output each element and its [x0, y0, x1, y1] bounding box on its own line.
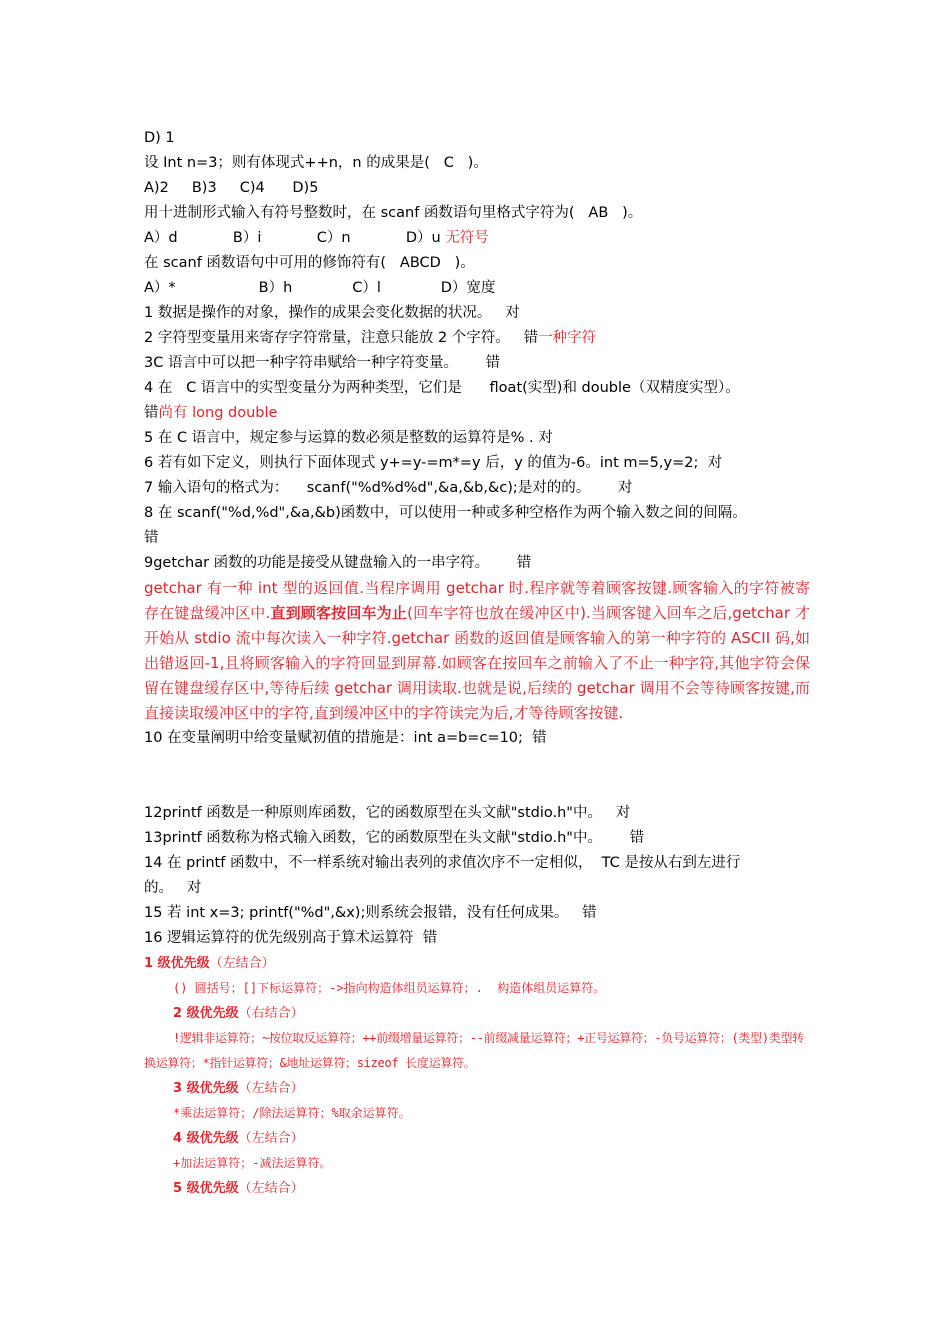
- true-false-item: 15 若 int x=3; printf("%d",&x);则系统会报错，没有任何成果。 错: [144, 905, 597, 921]
- precedence-level-2-heading: [144, 1001, 810, 1026]
- precedence-level-4-body: +加法运算符；-减法运算符。: [173, 1156, 332, 1170]
- precedence-level-3-heading: [144, 1076, 810, 1101]
- true-false-item: 16 逻辑运算符的优先级别高于算术运算符 错: [144, 930, 438, 946]
- answer-options: A)2 B)3 C)4 D)5: [144, 180, 319, 196]
- true-false-item: 12printf 函数是一种原则库函数，它的函数原型在头文献"stdio.h"中。 对: [144, 805, 631, 821]
- red-note: 尚有 long double: [158, 405, 278, 421]
- level-title: 3 级优先级: [173, 1081, 239, 1096]
- level-assoc: （左结合）: [238, 1181, 304, 1196]
- document-content: [144, 126, 810, 1201]
- true-false-item: 10 在变量阐明中给变量赋初值的措施是：int a=b=c=10; 错: [144, 730, 547, 746]
- answer-text: 错: [144, 405, 159, 421]
- true-false-item: 7 输入语句的格式为： scanf("%d%d%d",&a,&b,&c);是对的的。 对: [144, 480, 633, 496]
- true-false-item: 13printf 函数称为格式输入函数，它的函数原型在头文献"stdio.h"中。 错: [144, 830, 645, 846]
- level-title: 5 级优先级: [173, 1181, 239, 1196]
- answer-options: A）* B）h C）l D）宽度: [144, 280, 496, 296]
- true-false-item: 6 若有如下定义，则执行下面体现式 y+=y-=m*=y 后，y 的值为-6。int m=5,y=2; 对: [144, 455, 723, 471]
- item-text: 2 字符型变量用来寄存字符常量，注意只能放 2 个字符。 错: [144, 330, 539, 346]
- red-note: 无符号: [445, 230, 489, 246]
- precedence-level-1-body: () 圆括号；[]下标运算符；->指向构造体组员运算符；. 构造体组员运算符。: [173, 981, 606, 995]
- true-false-item: 8 在 scanf("%d,%d",&a,&b)函数中，可以使用一种或多种空格作为两个输入数之间的间隔。: [144, 505, 747, 521]
- true-false-item: [144, 326, 810, 351]
- true-false-answer: 错: [144, 530, 159, 546]
- true-false-answer: 的。 对: [144, 880, 202, 896]
- level-assoc: （右结合）: [238, 1006, 304, 1021]
- true-false-item: 5 在 C 语言中，规定参与运算的数必须是整数的运算符是% . 对: [144, 430, 553, 446]
- question-line: 设 Int n=3；则有体现式++n，n 的成果是( C )。: [144, 155, 488, 171]
- true-false-item: 1 数据是操作的对象，操作的成果会变化数据的状况。 对: [144, 305, 520, 321]
- options-text: A）d B）i C）n D）u: [144, 230, 446, 246]
- getchar-explanation: [144, 576, 810, 726]
- true-false-answer: [144, 401, 810, 426]
- explanation-bold-text: 直到顾客按回车为止: [270, 604, 408, 622]
- true-false-item: 3C 语言中可以把一种字符串赋给一种字符变量。 错: [144, 355, 501, 371]
- level-title: 2 级优先级: [173, 1006, 239, 1021]
- blank-space: [144, 751, 810, 801]
- level-title: 4 级优先级: [173, 1131, 239, 1146]
- precedence-level-5-heading: [144, 1176, 810, 1201]
- explanation-text: getchar 有一种 int 型的返回值.当程序调用 getchar 时.程序就等着顾客按键.顾客输入的字符被寄存在键盘缓冲区中.: [144, 579, 810, 622]
- level-assoc: （左结合）: [238, 1131, 304, 1146]
- true-false-item: 9getchar 函数的功能是接受从键盘输入的一串字符。 错: [144, 555, 532, 571]
- question-line: 用十进制形式输入有符号整数时，在 scanf 函数语句里格式字符为( AB )。: [144, 205, 643, 221]
- true-false-item: 14 在 printf 函数中，不一样系统对输出表列的求值次序不一定相似， TC 是按从右到左进行: [144, 855, 741, 871]
- precedence-level-4-heading: [144, 1126, 810, 1151]
- level-assoc: （左结合）: [238, 1081, 304, 1096]
- answer-option-line: D) 1: [144, 130, 175, 146]
- question-line: 在 scanf 函数语句中可用的修饰符有( ABCD )。: [144, 255, 475, 271]
- answer-options: [144, 226, 810, 251]
- precedence-level-2-body: !逻辑非运算符；~按位取反运算符；++前缀增量运算符；--前缀减量运算符；+正号运算符；-负号运算符；(类型)类型转换运算符；*指针运算符；&地址运算符；sizeof 长度运算符。: [144, 1031, 804, 1070]
- level-title: 1 级优先级: [144, 956, 210, 971]
- precedence-level-1-heading: [144, 951, 810, 976]
- explanation-text: (回车字符也放在缓冲区中).当顾客键入回车之后,getchar 才开始从 stdio 流中每次读入一种字符.getchar 函数的返回值是顾客输入的第一种字符的 ASCII 码,如出错返回-1,且将顾客输入的字符回显到屏幕.如顾客在按回车之前输入了不止一种字符,其他字符会保留在键盘缓存区中,等待后续 getchar 调用读取.也就是说,后续的 getchar 调用不会等待顾客按键,而直接读取缓冲区中的字符,直到缓冲区中的字符读完为后,才等待顾客按键.: [144, 604, 810, 722]
- red-note: 一种字符: [538, 330, 597, 346]
- true-false-item: 4 在 C 语言中的实型变量分为两种类型，它们是 float(实型)和 double（双精度实型）。: [144, 380, 740, 396]
- precedence-level-3-body: *乘法运算符；/除法运算符；%取余运算符。: [173, 1106, 411, 1120]
- level-assoc: （左结合）: [209, 956, 275, 971]
